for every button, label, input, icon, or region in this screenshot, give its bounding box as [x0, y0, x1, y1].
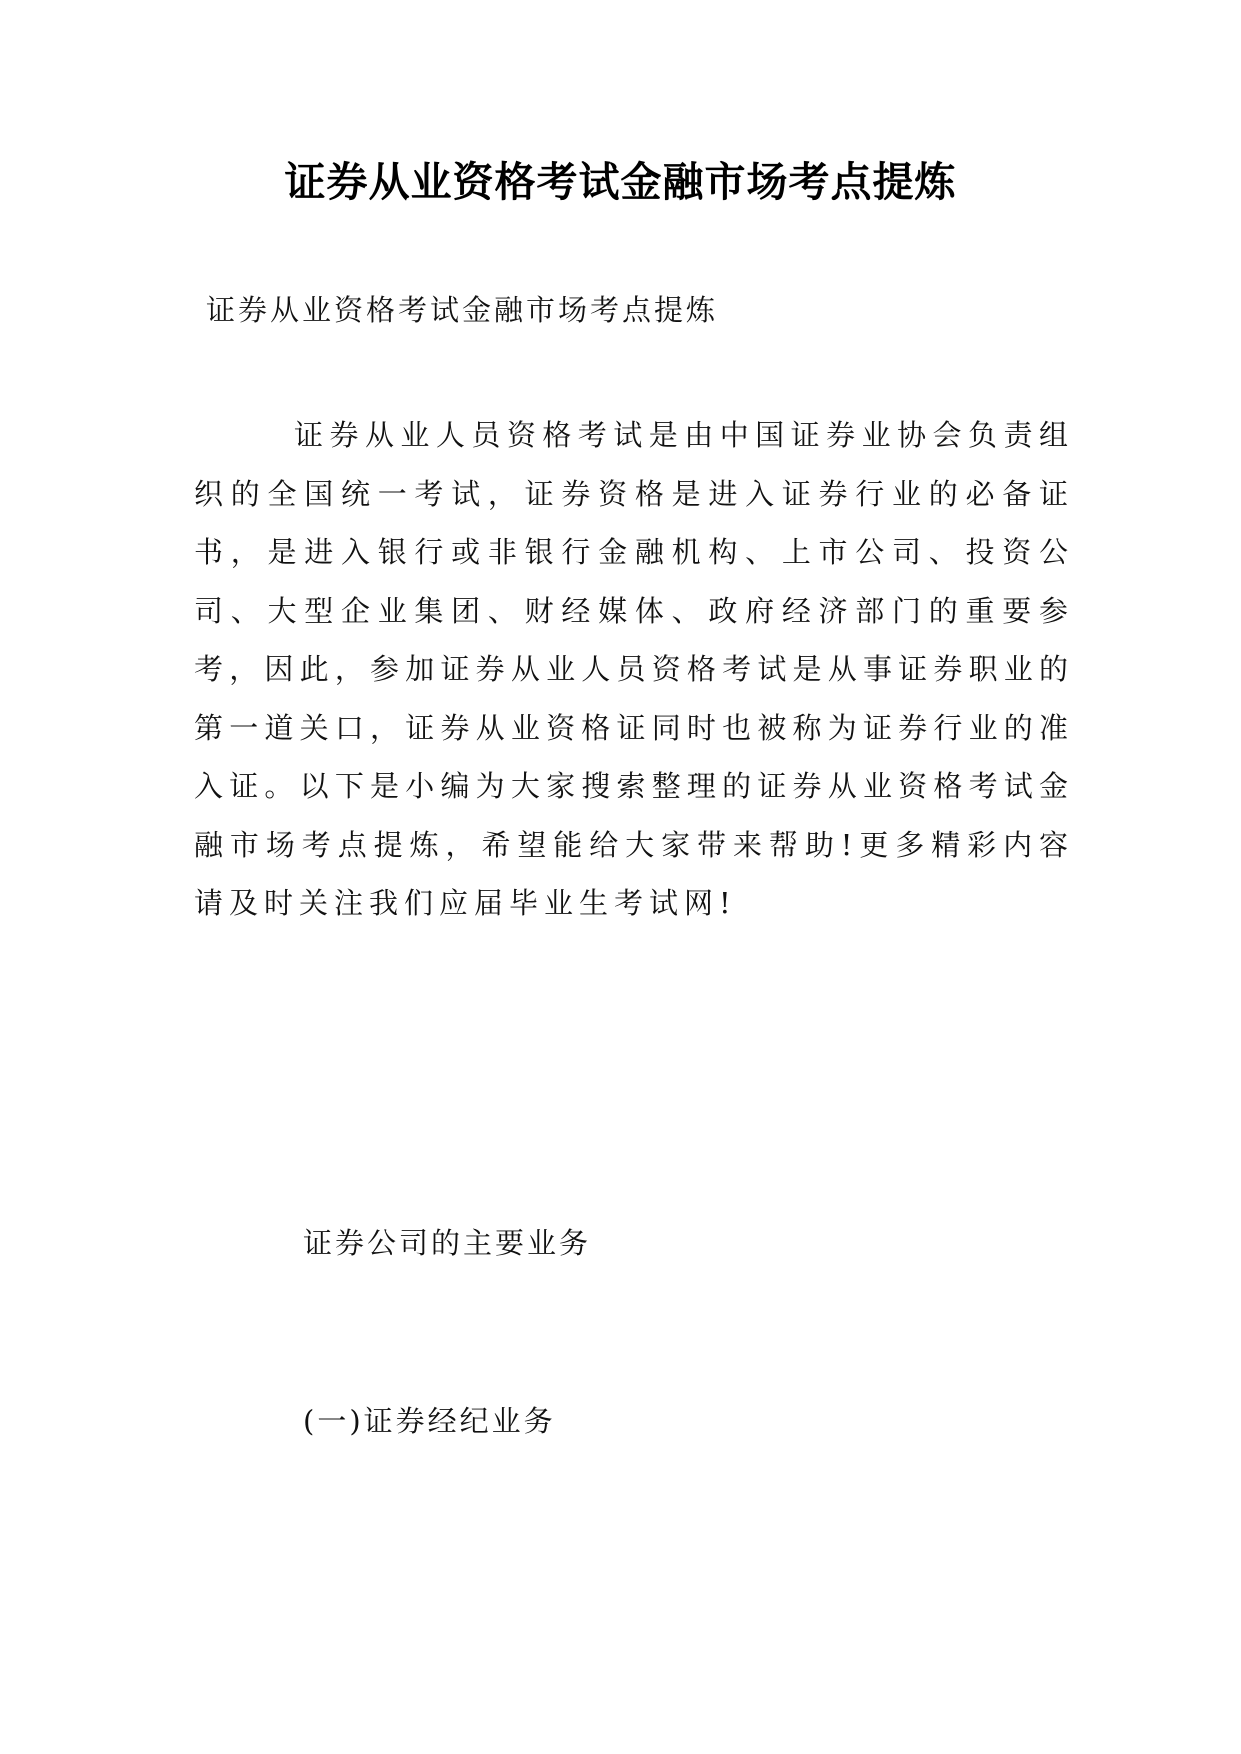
document-subtitle: 证券从业资格考试金融市场考点提炼: [206, 293, 719, 327]
document-title: 证券从业资格考试金融市场考点提炼: [284, 158, 957, 206]
section-heading: 证券公司的主要业务: [303, 1226, 592, 1260]
intro-paragraph: 证券从业人员资格考试是由中国证券业协会负责组织的全国统一考试，证券资格是进入证券行业的必备证书，是进入银行或非银行金融机构、上市公司、投资公司、大型企业集团、财经媒体、政府经济部门的重要参考，因此，参加证券从业人员资格考试是从事证券职业的第一道关口，证券从业资格证同时也被称为证券行业的准入证。以下是小编为大家搜索整理的证券从业资格考试金融市场考点提炼，希望能给大家带来帮助!更多精彩内容请及时关注我们应届毕业生考试网!: [194, 418, 1074, 920]
sub-heading-brokerage: (一)证券经纪业务: [303, 1404, 556, 1438]
